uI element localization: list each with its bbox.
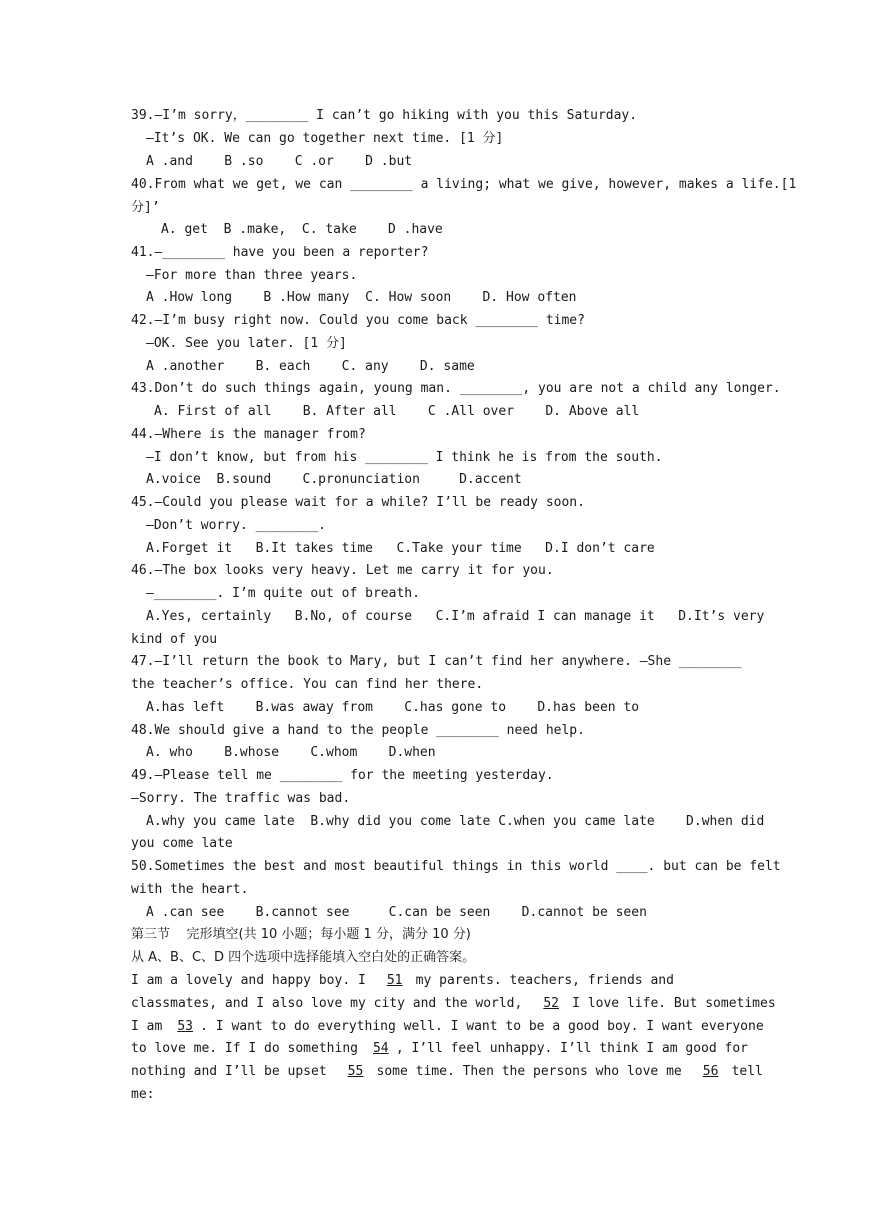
question-45-stem: 45.—Could you please wait for a while? I’ll be ready soon.	[131, 495, 585, 510]
question-46-stem: 46.—The box looks very heavy. Let me carry it for you.	[131, 563, 554, 578]
question-46-options: A.Yes, certainly B.No, of course C.I’m afraid I can manage it D.It’s very	[146, 609, 765, 624]
question-46-options-cont: kind of you	[131, 632, 218, 647]
blank-56[interactable]: 56	[702, 1064, 719, 1080]
question-40-options: A. get B .make, C. take D .have	[161, 222, 443, 237]
question-39-stem: 39.—I’m sorry，________ I can’t go hiking with you this Saturday.	[131, 108, 638, 123]
question-47-stem: 47.—I’ll return the book to Mary, but I can’t find her anywhere. —She ________	[131, 654, 742, 669]
question-48-stem: 48.We should give a hand to the people ________ need help.	[131, 723, 585, 738]
passage-line: me:	[131, 1086, 155, 1102]
question-44-reply: —I don’t know, but from his ________ I think he is from the south.	[146, 450, 663, 465]
question-41-stem: 41.—________ have you been a reporter?	[131, 245, 429, 260]
blank-52[interactable]: 52	[543, 995, 559, 1011]
question-49-options: A.why you came late B.why did you come late C.when you came late D.when did	[146, 814, 765, 829]
question-47-options: A.has left B.was away from C.has gone to D.has been to	[146, 700, 640, 715]
question-49-stem: 49.—Please tell me ________ for the meeting yesterday.	[131, 768, 554, 783]
question-50-options: A .can see B.cannot see C.can be seen D.cannot be seen	[146, 905, 647, 920]
question-42-options: A .another B. each C. any D. same	[146, 359, 475, 374]
passage-line: classmates, and I also love my city and the world, 52 I love life. But sometimes	[131, 993, 738, 1016]
question-49-reply: —Sorry. The traffic was bad.	[131, 791, 351, 806]
question-44-stem: 44.—Where is the manager from?	[131, 427, 366, 442]
passage-line: I am 53 . I want to do everything well. I want to be a good boy. I want everyone	[131, 1016, 738, 1039]
question-43-stem: 43.Don’t do such things again, young man. ________, you are not a child any longer.	[131, 381, 781, 396]
question-43-options: A. First of all B. After all C .All over D. Above all	[154, 404, 640, 419]
blank-54[interactable]: 54	[372, 1041, 389, 1057]
question-42-reply: —OK. See you later. [1 分]	[146, 336, 347, 351]
blank-51[interactable]: 51	[386, 973, 403, 988]
question-45-options: A.Forget it B.It takes time C.Take your time D.I don’t care	[146, 541, 655, 556]
question-46-reply: —________. I’m quite out of breath.	[146, 586, 420, 601]
question-47-stem-cont: the teacher’s office. You can find her there.	[131, 677, 484, 692]
cloze-passage	[131, 970, 776, 1107]
question-40-stem: 40.From what we get, we can ________ a living; what we give, however, makes a life.[1	[131, 177, 797, 192]
question-45-reply: —Don’t worry. ________.	[146, 518, 327, 533]
blank-53[interactable]: 53	[177, 1018, 193, 1034]
question-41-reply: —For more than three years.	[146, 268, 358, 283]
blank-55[interactable]: 55	[347, 1064, 364, 1080]
section-heading: 第三节 完形填空(共 10 小题；每小题 1 分，满分 10 分)	[131, 927, 471, 942]
question-50-stem-cont: with the heart.	[131, 882, 249, 897]
question-41-options: A .How long B .How many C. How soon D. How often	[146, 290, 577, 305]
question-42-stem: 42.—I’m busy right now. Could you come back ________ time?	[131, 313, 585, 328]
question-39-options: A .and B .so C .or D .but	[146, 154, 413, 169]
passage-line: to love me. If I do something 54 , I’ll feel unhappy. I’ll think I am good for	[131, 1038, 738, 1061]
question-40-stem-cont: 分]’	[131, 200, 160, 215]
question-50-stem: 50.Sometimes the best and most beautiful things in this world ____. but can be felt	[131, 859, 781, 874]
question-39-reply: —It’s OK. We can go together next time. [1 分]	[146, 131, 504, 146]
passage-line: I am a lovely and happy boy. I 51 my parents. teachers, friends and	[131, 970, 738, 993]
section-instruction: 从 A、B、C、D 四个选项中选择能填入空白处的正确答案。	[131, 950, 476, 965]
question-44-options: A.voice B.sound C.pronunciation D.accent	[146, 472, 522, 487]
passage-line: nothing and I’ll be upset 55 some time. Then the persons who love me 56 tell	[131, 1061, 738, 1084]
question-49-options-cont: you come late	[131, 836, 233, 851]
question-48-options: A. who B.whose C.whom D.when	[146, 745, 436, 760]
